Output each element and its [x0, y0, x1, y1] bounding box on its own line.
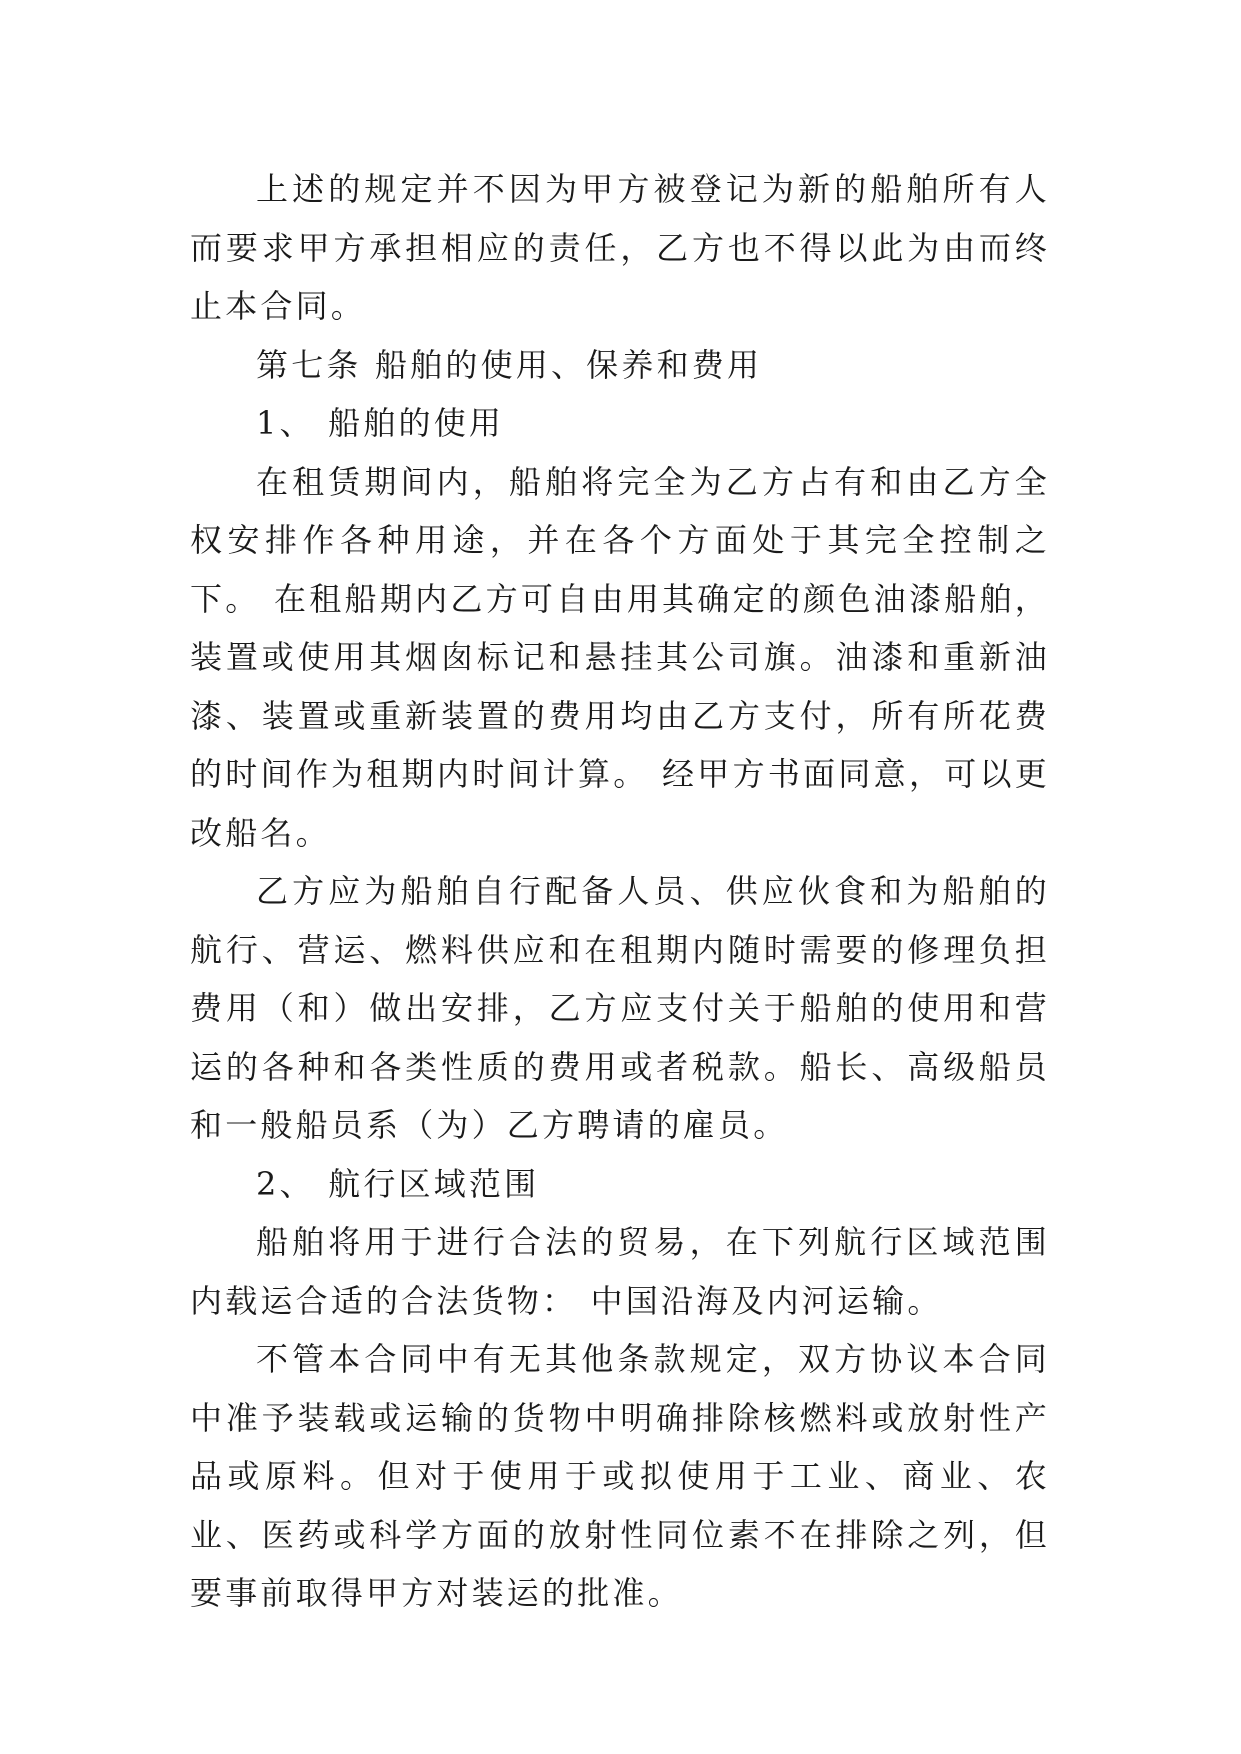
document-body: [190, 160, 1050, 1623]
section-2-heading: 2、 航行区域范围: [256, 1164, 540, 1203]
paragraph-trading-area: 船舶将用于进行合法的贸易，在下列航行区域范围内载运合适的合法货物： 中国沿海及内河运输。: [190, 1223, 1050, 1320]
paragraph-excluded-cargo: 不管本合同中有无其他条款规定，双方协议本合同中准予装载或运输的货物中明确排除核燃料或放射性产品或原料。但对于使用于或拟使用于工业、商业、农业、医药或科学方面的放射性同位素不在排除之列，但要事前取得甲方对装运的批准。: [190, 1340, 1050, 1612]
section-1-heading: 1、 船舶的使用: [256, 404, 505, 442]
paragraph-liability-clause: 上述的规定并不因为甲方被登记为新的船舶所有人而要求甲方承担相应的责任，乙方也不得以此为由而终止本合同。: [190, 170, 1050, 325]
paragraph-crew-costs: 乙方应为船舶自行配备人员、供应伙食和为船舶的航行、营运、燃料供应和在租期内随时需要的修理负担费用（和）做出安排，乙方应支付关于船舶的使用和营运的各种和各类性质的费用或者税款。船长、高级船员和一般船员系（为）乙方聘请的雇员。: [190, 872, 1050, 1144]
paragraph-vessel-use: 在租赁期间内，船舶将完全为乙方占有和由乙方全权安排作各种用途，并在各个方面处于其完全控制之下。 在租船期内乙方可自由用其确定的颜色油漆船舶，装置或使用其烟囱标记和悬挂其公司旗。油漆和重新油漆、装置或重新装置的费用均由乙方支付，所有所花费的时间作为租期内时间计算。 经甲方书面同意，可以更改船名。: [190, 462, 1050, 852]
article-seven-heading: 第七条 船舶的使用、保养和费用: [256, 345, 763, 384]
